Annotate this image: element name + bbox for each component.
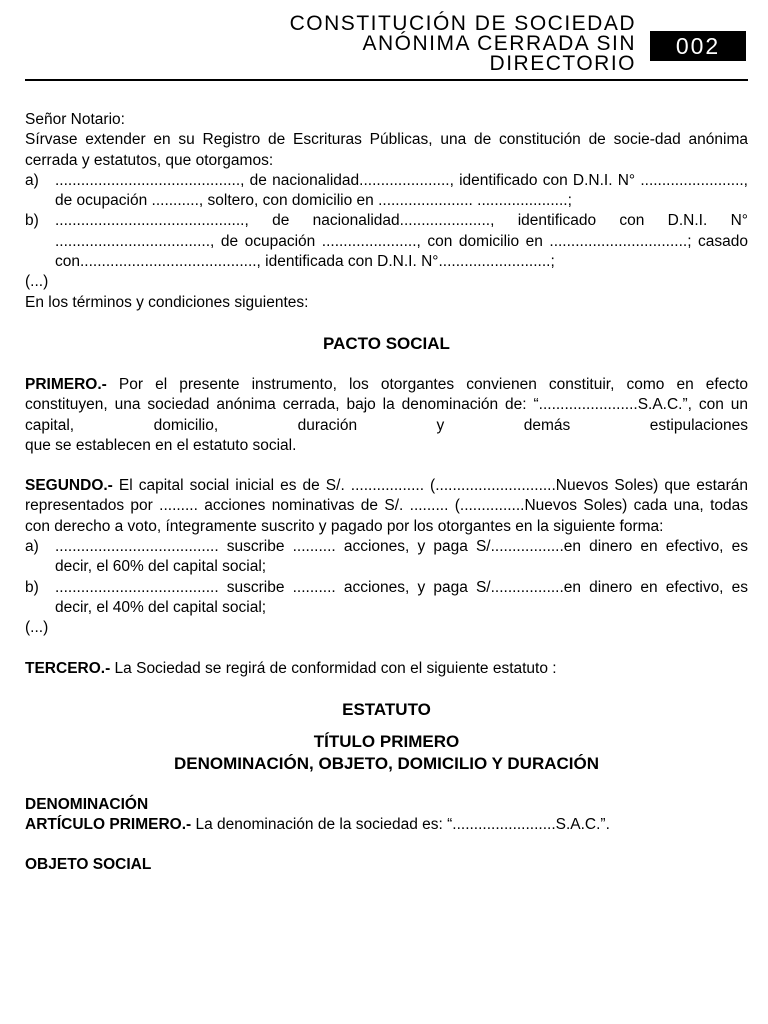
segundo-label: SEGUNDO.- xyxy=(25,477,113,495)
primero-text: Por el presente instrumento, los otorgantes convienen constituir, como en efecto constituyen, una sociedad anónima cerrada, bajo la denominación de: “.......................S.A.C.”, con un capital, domicilio, duración y demás estipulaciones xyxy=(25,375,748,434)
clause-tercero xyxy=(25,659,748,679)
clause-segundo xyxy=(25,476,748,537)
terms-line: En los términos y condiciones siguientes: xyxy=(25,293,309,311)
objeto-social-label: OBJETO SOCIAL xyxy=(25,856,152,874)
document-body xyxy=(25,110,748,876)
denominacion-label: DENOMINACIÓN xyxy=(25,795,149,813)
intro-ellipsis: (...) xyxy=(25,273,49,291)
segundo-item-b-marker: b) xyxy=(25,578,39,596)
primero-label: PRIMERO.- xyxy=(25,375,107,393)
party-a-marker: a) xyxy=(25,171,39,189)
segundo-text: El capital social inicial es de S/. ................. (............................Nuevos Soles) que estarán representados por ......... acciones nominativas de S/. ......... (...............Nuevos Soles) cada una, todas con derecho a voto, íntegramente suscrito y pagado por los otorgantes en la siguiente forma: xyxy=(25,477,748,535)
articulo-primero xyxy=(25,815,748,835)
segundo-item-a-text: ...................................... suscribe .......... acciones, y paga S/.................en dinero en efectivo, es decir, el 60% del capital social; xyxy=(55,538,748,576)
pacto-social-heading: PACTO SOCIAL xyxy=(323,333,450,353)
document-number-badge: 002 xyxy=(650,31,746,61)
party-a xyxy=(25,171,748,212)
title-line-2: ANÓNIMA CERRADA SIN xyxy=(362,32,636,55)
salutation: Señor Notario: xyxy=(25,111,125,128)
request-paragraph: Sírvase extender en su Registro de Escrituras Públicas, una de constitución de socie-dad anónima cerrada y estatutos, que otorgamos: xyxy=(25,131,748,169)
tercero-label: TERCERO.- xyxy=(25,659,111,677)
document-header xyxy=(0,0,768,82)
segundo-item-b-text: ...................................... suscribe .......... acciones, y paga S/.................en dinero en efectivo, es decir, el 40% del capital social; xyxy=(55,578,748,616)
title-line-3: DIRECTORIO xyxy=(489,52,636,75)
party-b-marker: b) xyxy=(25,212,39,230)
primero-tail: que se establecen en el estatuto social. xyxy=(25,436,297,454)
titulo-primero-subheading: DENOMINACIÓN, OBJETO, DOMICILIO Y DURACIÓN xyxy=(173,753,600,773)
segundo-item-a xyxy=(25,537,748,578)
party-a-text: ..........................................., de nacionalidad....................., identificado con D.N.I. N° ........................, de ocupación ..........., soltero, con domicilio en ...................... .....................; xyxy=(55,171,748,210)
segundo-ellipsis: (...) xyxy=(25,619,49,637)
party-b-text: ............................................, de nacionalidad....................., identificado con D.N.I. N° ...................................., de ocupación ......................, con domicilio en ................................; casado con........................................., identificada con D.N.I. N°..........................; xyxy=(55,212,748,271)
tercero-text: La Sociedad se regirá de conformidad con el siguiente estatuto : xyxy=(110,659,557,677)
titulo-primero-heading: TÍTULO PRIMERO xyxy=(313,731,460,751)
party-b xyxy=(25,211,748,272)
articulo-primero-text: La denominación de la sociedad es: “........................S.A.C.”. xyxy=(191,816,610,834)
segundo-item-b xyxy=(25,578,748,619)
clause-primero xyxy=(25,375,748,436)
articulo-primero-label: ARTÍCULO PRIMERO.- xyxy=(25,816,192,834)
header-divider xyxy=(25,79,748,81)
segundo-item-a-marker: a) xyxy=(25,538,39,556)
title-line-1: CONSTITUCIÓN DE SOCIEDAD xyxy=(289,12,636,35)
estatuto-heading: ESTATUTO xyxy=(342,699,431,719)
document-title xyxy=(290,14,636,74)
